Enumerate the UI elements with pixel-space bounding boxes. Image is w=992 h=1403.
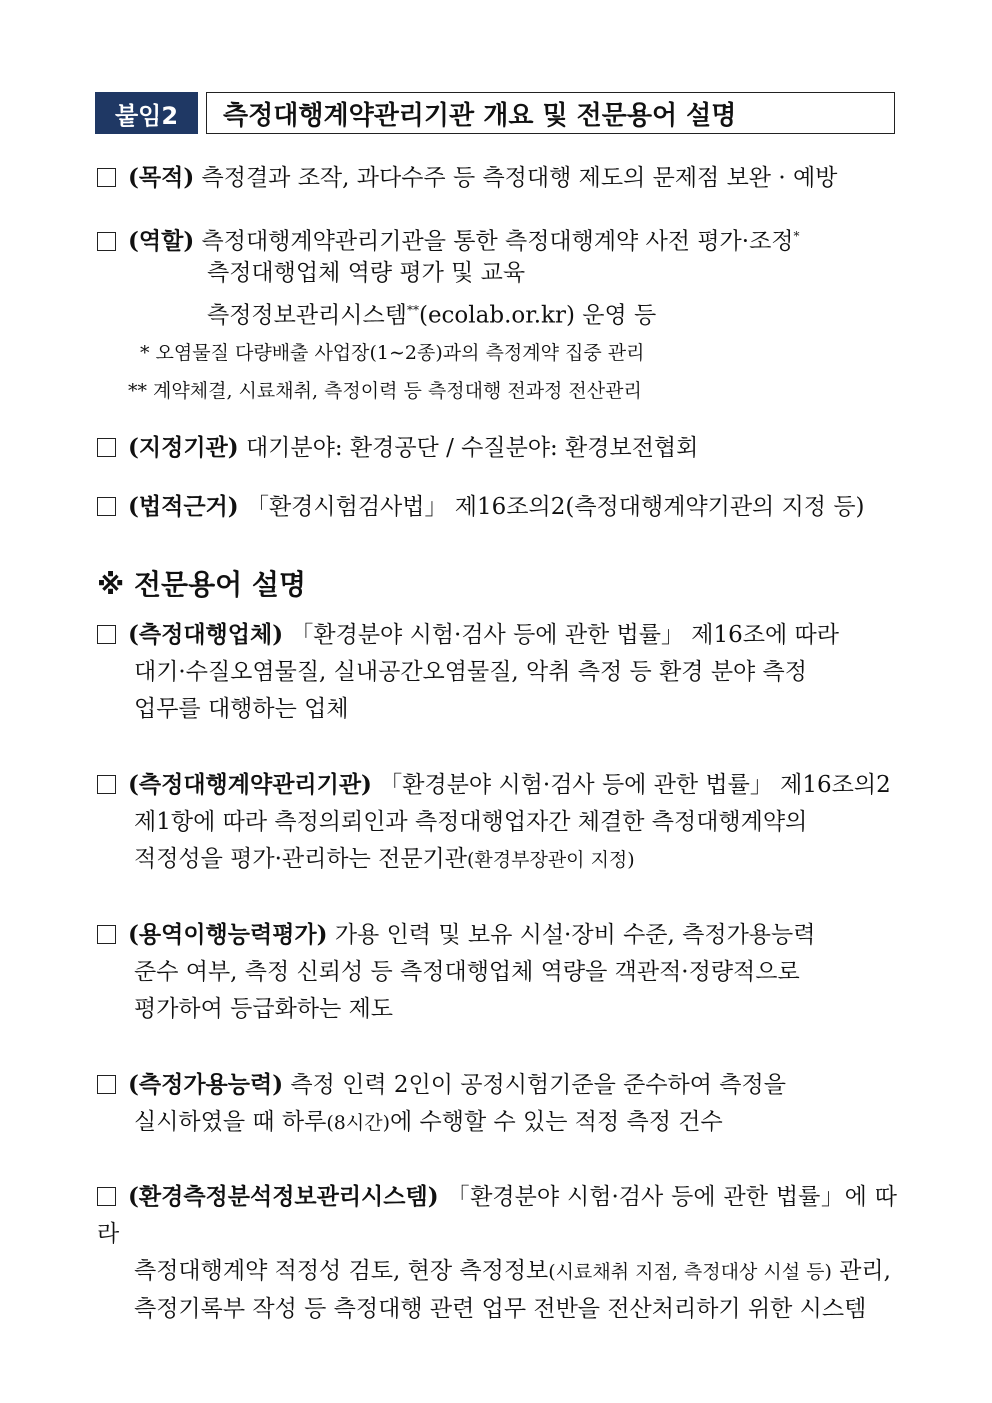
attachment-badge: 붙임2 <box>95 92 198 134</box>
glossary-line: 평가하여 등급화하는 제도 <box>134 996 394 1022</box>
role-line-3 <box>207 295 656 331</box>
glossary-line <box>97 841 897 879</box>
legal-label: (법적근거) <box>128 493 239 520</box>
role-item <box>97 221 800 257</box>
glossary-term: (용역이행능력평가) <box>128 921 328 948</box>
glossary-text: 「환경분야 시험·검사 등에 관한 법률」 제16조에 따라 <box>290 622 839 648</box>
glossary-line: 업무를 대행하는 업체 <box>134 696 349 722</box>
designation-label: (지정기관) <box>128 434 239 461</box>
glossary-term: (측정대행계약관리기관) <box>128 771 372 798</box>
glossary-line <box>97 1104 897 1142</box>
glossary-line-part: 에 수행할 수 있는 적정 측정 건수 <box>390 1109 723 1135</box>
legal-basis-item <box>97 492 865 522</box>
glossary-item <box>97 916 897 1028</box>
document-title: 측정대행계약관리기관 개요 및 전문용어 설명 <box>206 92 895 134</box>
role-line-3-a: 측정정보관리시스템 <box>207 302 407 329</box>
glossary-line-part: 관리, <box>831 1258 891 1284</box>
glossary-text: 「환경분야 시험·검사 등에 관한 법률」 제16조의2 <box>379 772 891 798</box>
footnote-1: * 오염물질 다량배출 사업장(1∼2종)과의 측정계약 집중 관리 <box>140 342 645 364</box>
checkbox-icon <box>97 232 116 251</box>
glossary-term: (측정가용능력) <box>128 1071 284 1098</box>
glossary-term: (환경측정분석정보관리시스템) <box>128 1183 439 1210</box>
glossary-line: 측정기록부 작성 등 측정대행 관련 업무 전반을 전산처리하기 위한 시스템 <box>134 1296 867 1322</box>
glossary-line-small: (8시간) <box>326 1112 390 1134</box>
glossary-line: 대기·수질오염물질, 실내공간오염물질, 악취 측정 등 환경 분야 측정 <box>134 659 807 685</box>
checkbox-icon <box>97 438 116 457</box>
checkbox-icon <box>97 1075 116 1094</box>
glossary-line: 제1항에 따라 측정의뢰인과 측정대행업자간 체결한 측정대행계약의 <box>134 809 808 835</box>
checkbox-icon <box>97 1187 116 1206</box>
footnote-mark-2: ** <box>406 303 419 317</box>
glossary-text: 측정 인력 2인이 공정시험기준을 준수하여 측정을 <box>290 1072 786 1098</box>
designation-item <box>97 433 698 463</box>
footnote-mark: * <box>793 229 800 243</box>
checkbox-icon <box>97 497 116 516</box>
glossary-line-small: (시료채취 지점, 측정대상 시설 등) <box>548 1261 832 1283</box>
designation-text: 대기분야: 환경공단 / 수질분야: 환경보전협회 <box>245 435 699 461</box>
glossary-item <box>97 616 897 728</box>
checkbox-icon <box>97 775 116 794</box>
checkbox-icon <box>97 925 116 944</box>
glossary-line: 준수 여부, 측정 신뢰성 등 측정대행업체 역량을 객관적·정량적으로 <box>134 959 800 985</box>
purpose-label: (목적) <box>128 164 195 191</box>
glossary-line-part: 실시하였을 때 하루 <box>134 1109 327 1135</box>
legal-text: 「환경시험검사법」 제16조의2(측정대행계약기관의 지정 등) <box>245 494 865 520</box>
role-label: (역할) <box>128 227 195 255</box>
header-gap <box>198 92 206 134</box>
glossary-line-part: 측정대행계약 적정성 검토, 현장 측정정보 <box>134 1258 549 1284</box>
purpose-item <box>97 163 837 193</box>
glossary-item <box>97 1178 897 1328</box>
role-line-3-b: (ecolab.or.kr) 운영 등 <box>418 302 657 329</box>
glossary-line-part: 적정성을 평가·관리하는 전문기관 <box>134 846 467 872</box>
glossary-item <box>97 766 897 879</box>
checkbox-icon <box>97 625 116 644</box>
glossary-heading: ※ 전문용어 설명 <box>97 568 307 601</box>
glossary-line <box>97 1253 897 1291</box>
glossary-text: 가용 인력 및 보유 시설·장비 수준, 측정가용능력 <box>334 922 816 948</box>
footnote-2: ** 계약체결, 시료채취, 측정이력 등 측정대행 전과정 전산관리 <box>128 380 642 402</box>
glossary-line-small: (환경부장관이 지정) <box>467 849 635 871</box>
glossary-term: (측정대행업체) <box>128 621 284 648</box>
checkbox-icon <box>97 168 116 187</box>
role-line-2: 측정대행업체 역량 평가 및 교육 <box>207 260 526 286</box>
glossary-text: 「환경분야 시험·검사 등에 관한 법률」에 따라 <box>97 1184 898 1247</box>
attachment-header <box>95 92 895 134</box>
glossary-item <box>97 1066 897 1142</box>
role-line-1: 측정대행계약관리기관을 통한 측정대행계약 사전 평가·조정 <box>201 228 794 255</box>
purpose-text: 측정결과 조작, 과다수주 등 측정대행 제도의 문제점 보완 · 예방 <box>201 165 838 191</box>
